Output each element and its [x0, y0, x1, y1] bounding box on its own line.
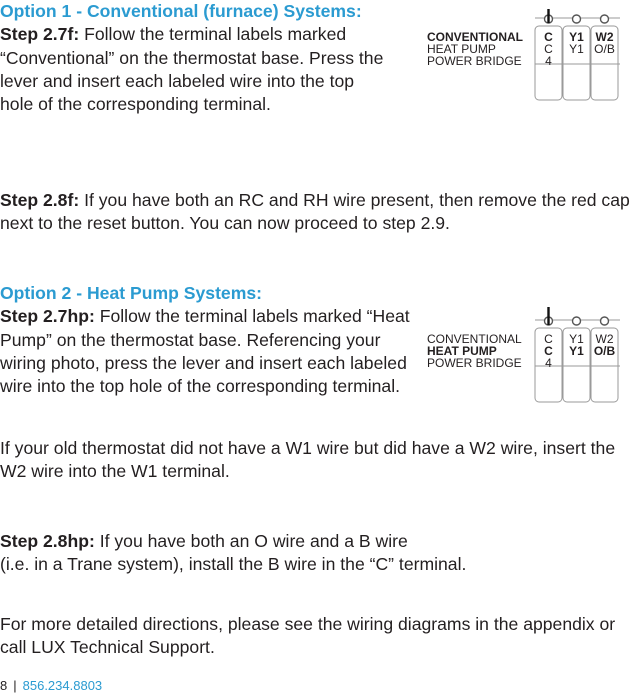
label-power-bridge: POWER BRIDGE	[427, 54, 522, 68]
footer-separator: |	[13, 678, 17, 693]
terminal-column-w2	[591, 15, 618, 100]
page-number: 8	[0, 678, 8, 693]
support-phone: 856.234.8803	[22, 678, 103, 693]
label-power-bridge: POWER BRIDGE	[427, 356, 522, 370]
option2-section	[0, 282, 410, 398]
option1-heading: Option 1 - Conventional (furnace) Systems:	[0, 1, 362, 21]
terminal-label: C	[544, 30, 553, 44]
option2-heading: Option 2 - Heat Pump Systems:	[0, 283, 262, 303]
terminal-label: W2	[595, 30, 614, 44]
step-2-8f-paragraph	[0, 189, 633, 236]
terminal-label: C	[544, 42, 553, 56]
terminal-screw-icon	[601, 15, 609, 23]
step-2-8hp-label: Step 2.8hp:	[0, 531, 95, 551]
terminal-screw-icon	[573, 15, 581, 23]
support-note-paragraph: For more detailed directions, please see the wiring diagrams in the appendix or call LUX Technical Support.	[0, 614, 616, 658]
step-2-7f-text: Follow the terminal labels marked “Conventional” on the thermostat base. Press the lever and insert each labeled wire into the top hole of the corresponding terminal.	[0, 24, 384, 115]
terminal-label: O/B	[593, 344, 616, 358]
step-2-8hp-text: If you have both an O wire and a B wire	[94, 531, 408, 551]
terminal-screw-icon	[601, 317, 609, 325]
terminal-label: O/B	[594, 42, 615, 56]
terminal-label: Y1	[569, 30, 584, 44]
terminal-column-y1	[563, 317, 590, 402]
label-heat-pump: HEAT PUMP	[427, 42, 496, 56]
step-2-8hp-text-line2: (i.e. in a Trane system), install the B wire in the “C” terminal.	[0, 554, 467, 575]
label-conventional: CONVENTIONAL	[427, 332, 522, 346]
step-2-8f-text: If you have both an RC and RH wire present, then remove the red cap next to the reset button. You can now proceed to step 2.9.	[0, 190, 630, 234]
w1-note-paragraph: If your old thermostat did not have a W1 wire but did have a W2 wire, insert the W2 wire into the W1 terminal.	[0, 438, 616, 482]
terminal-label: 4	[545, 356, 552, 370]
terminal-label: C	[544, 332, 553, 346]
step-2-7f-label: Step 2.7f:	[0, 24, 80, 45]
label-conventional: CONVENTIONAL	[427, 30, 523, 44]
step-2-7hp-label: Step 2.7hp:	[0, 306, 95, 327]
step-2-8f-label: Step 2.8f:	[0, 190, 80, 210]
terminal-screw-icon	[573, 317, 581, 325]
terminal-column-y1	[563, 15, 590, 100]
conventional-terminal-diagram	[424, 8, 620, 102]
step-2-7hp-text: Follow the terminal labels marked “Heat Pump” on the thermostat base. Referencing your wiring photo, press the lever and insert each labeled wire into the top hole of the corresponding terminal.	[0, 306, 410, 397]
heat-pump-terminal-diagram	[424, 304, 620, 404]
terminal-column-w2	[591, 317, 618, 402]
terminal-label: Y1	[569, 344, 584, 358]
terminal-label: C	[544, 344, 553, 358]
option1-section	[0, 0, 390, 116]
terminal-label: Y1	[569, 42, 584, 56]
terminal-label: Y1	[569, 332, 584, 346]
terminal-label: W2	[595, 332, 614, 346]
terminal-label: 4	[545, 54, 552, 68]
step-2-8hp-paragraph	[0, 530, 633, 577]
label-heat-pump: HEAT PUMP	[427, 344, 497, 358]
page-footer	[0, 678, 102, 694]
